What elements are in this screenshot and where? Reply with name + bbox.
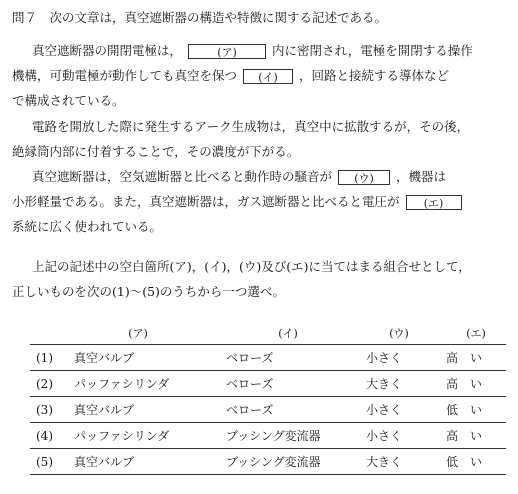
question-number: 問７ [12, 10, 38, 25]
question-heading [12, 10, 387, 26]
header-a: (ア) [128, 327, 148, 340]
instruction-line: 正しいものを次の(1)～(5)のうちから一つ選べ。 [12, 284, 285, 299]
choice-u: 小さく [350, 345, 432, 371]
table-row[interactable] [30, 371, 506, 397]
choice-u: 大きく [350, 449, 432, 475]
passage-line [32, 43, 473, 59]
choice-e: 低 い [432, 397, 506, 423]
choice-number: (4) [30, 423, 74, 449]
table-row[interactable] [30, 449, 506, 475]
choice-a: パッファシリンダ [74, 371, 202, 397]
header-num [30, 322, 74, 345]
choice-i: ブッシング変流器 [202, 449, 350, 475]
passage-line: で構成されている。 [12, 93, 125, 108]
blank-a: (ア) [188, 44, 266, 59]
choice-e: 高 い [432, 345, 506, 371]
choice-i: ベローズ [202, 345, 350, 371]
blank-i: (イ) [243, 69, 293, 84]
choice-u: 小さく [350, 397, 432, 423]
passage-line: 系統に広く使われている。 [12, 219, 163, 234]
passage-line: 電路を開放した際に発生するアーク生成物は，真空中に拡散するが，その後， [32, 119, 470, 134]
choice-e: 高 い [432, 371, 506, 397]
choice-a: パッファシリンダ [74, 423, 202, 449]
passage-text: 機構，可動電極が動作しても真空を保つ [12, 68, 238, 83]
choice-i: ブッシング変流器 [202, 423, 350, 449]
header-u: (ウ) [389, 327, 409, 340]
choice-number: (5) [30, 449, 74, 475]
passage-text: ，機器は [395, 169, 446, 184]
choice-u: 大きく [350, 371, 432, 397]
table-row[interactable] [30, 345, 506, 371]
choice-i: ベローズ [202, 397, 350, 423]
answer-choices-table [30, 322, 506, 475]
passage-text: 真空遮断器の開閉電極は， [32, 43, 183, 58]
passage-text: 内に密閉され，電極を開閉する操作 [271, 43, 473, 58]
choice-e: 高 い [432, 423, 506, 449]
header-e: (エ) [466, 327, 486, 340]
blank-e: (エ) [406, 195, 462, 210]
question-lead: 次の文章は，真空遮断器の構造や特徴に関する記述である。 [49, 10, 388, 25]
choice-e: 低 い [432, 449, 506, 475]
table-row[interactable] [30, 423, 506, 449]
choice-number: (2) [30, 371, 74, 397]
passage-line: 絶縁筒内部に付着することで，その濃度が下がる。 [12, 144, 300, 159]
choice-a: 真空バルブ [74, 449, 202, 475]
passage-text: ，回路と接続する導体など [298, 68, 449, 83]
passage-line [12, 194, 464, 210]
choice-u: 小さく [350, 423, 432, 449]
passage-line [32, 169, 446, 185]
passage-line [12, 68, 449, 84]
choice-a: 真空バルブ [74, 345, 202, 371]
choice-number: (3) [30, 397, 74, 423]
header-i: (イ) [278, 327, 298, 340]
passage-text: 真空遮断器は，空気遮断器と比べると動作時の騒音が [32, 169, 333, 184]
choice-number: (1) [30, 345, 74, 371]
table-row[interactable] [30, 397, 506, 423]
passage-text: 小形軽量である。また，真空遮断器は，ガス遮断器と比べると電圧が [12, 194, 400, 209]
table-header-row [30, 322, 506, 345]
choice-i: ベローズ [202, 371, 350, 397]
blank-u: (ウ) [338, 170, 390, 185]
instruction-line: 上記の記述中の空白箇所(ア)，(イ)，(ウ)及び(エ)に当てはまる組合せとして， [32, 259, 471, 274]
choice-a: 真空バルブ [74, 397, 202, 423]
